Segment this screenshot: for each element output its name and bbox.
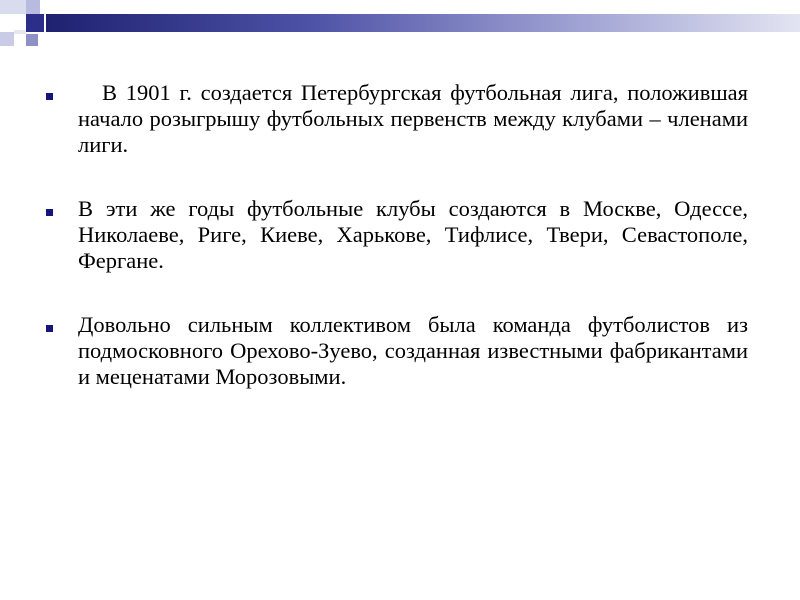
bullet-list bbox=[46, 80, 748, 428]
header-decoration-square bbox=[26, 14, 44, 32]
bullet-text: В 1901 г. создается Петербургская футбольная лига, положившая начало розыгрышу футбольных первенств между клубами – членами лиги. bbox=[78, 80, 748, 157]
bullet-text: В эти же годы футбольные клубы создаются в Москве, Одессе, Николаеве, Риге, Киеве, Харькове, Тифлисе, Твери, Севастополе, Фергане. bbox=[78, 196, 748, 273]
list-item bbox=[46, 196, 748, 274]
square-bullet-icon bbox=[46, 93, 53, 100]
square-bullet-icon bbox=[46, 209, 53, 216]
header-decoration-square bbox=[0, 32, 14, 46]
header-gradient-bar bbox=[46, 14, 800, 32]
list-item bbox=[46, 312, 748, 390]
header-decoration-square bbox=[26, 34, 38, 46]
header-decoration-square bbox=[26, 0, 40, 14]
header-decoration-square bbox=[0, 0, 26, 14]
header-decoration-square bbox=[14, 30, 26, 34]
list-item bbox=[46, 80, 748, 158]
bullet-text: Довольно сильным коллективом была команда футболистов из подмосковного Орехово-Зуево, созданная известными фабрикантами и меценатами Морозовыми. bbox=[78, 312, 748, 389]
square-bullet-icon bbox=[46, 325, 53, 332]
